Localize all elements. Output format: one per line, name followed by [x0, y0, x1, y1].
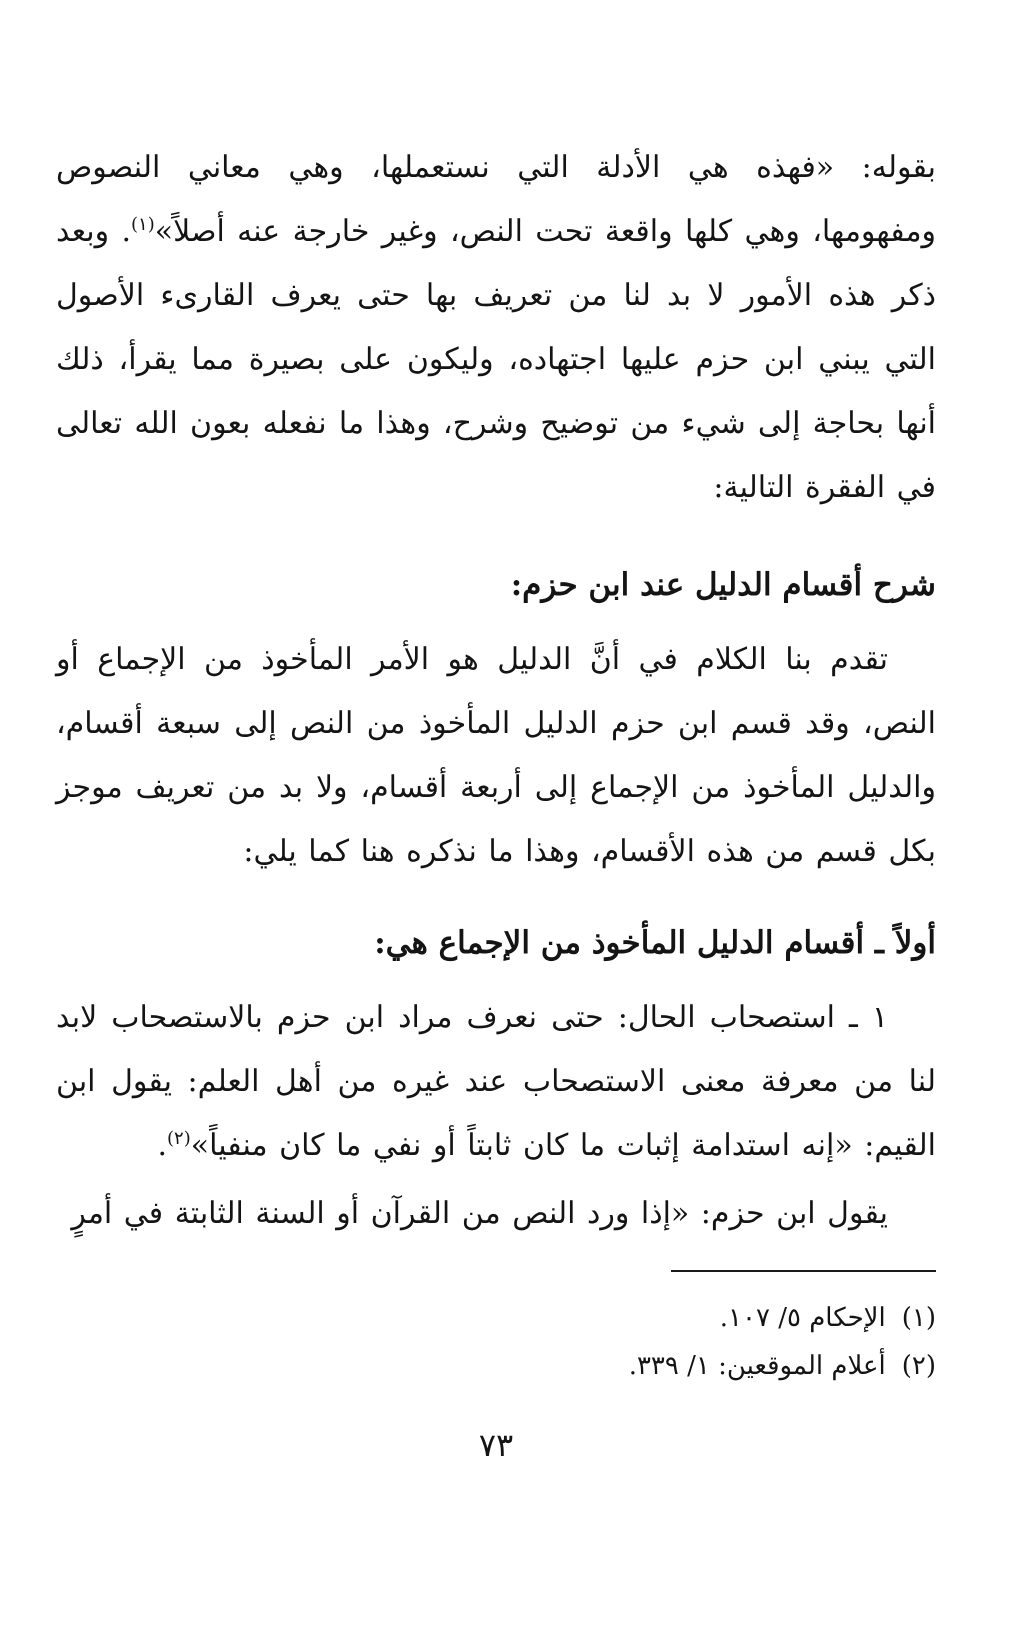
page-number: ٧٣: [478, 1426, 514, 1464]
paragraph-evidence-division: تقدم بنا الكلام في أنَّ الدليل هو الأمر المأخوذ من الإجماع أو النص، وقد قسم ابن حزم الدليل المأخوذ من النص إلى سبعة أقسام، والدليل المأخوذ من الإجماع إلى أربعة أقسام، ولا بد من تعريف موجز بكل قسم من هذه الأقسام، وهذا ما نذكره هنا كما يلي:: [56, 642, 936, 869]
paragraph-intro: [56, 136, 936, 520]
footnote-1-text: الإحكام ٥/ ١٠٧.: [719, 1303, 886, 1333]
footnote-ref-1[interactable]: (١): [130, 214, 155, 235]
paragraph-istishab: [56, 986, 936, 1178]
paragraph-intro-continuation: . وبعد ذكر هذه الأمور لا بد لنا من تعريف بها حتى يعرف القارىء الأصول التي يبني ابن حزم عليها اجتهاده، وليكون على بصيرة مما يقرأ، ذلك أنها بحاجة إلى شيء من توضيح وشرح، وهذا ما نفعله بعون الله تعالى في الفقرة التالية:: [56, 214, 936, 505]
section-heading-evidence-types: شرح أقسام الدليل عند ابن حزم:: [510, 567, 936, 603]
book-page: [56, 0, 936, 1626]
footnote-ref-2[interactable]: (٢): [167, 1128, 191, 1149]
section-heading-consensus-types: أولاً ـ أقسام الدليل المأخوذ من الإجماع هي:: [374, 925, 936, 961]
footnote-1-number: (١): [901, 1303, 936, 1333]
paragraph-ibn-hazm-quote: يقول ابن حزم: «إذا ورد النص من القرآن أو السنة الثابتة في أمرٍ: [71, 1196, 888, 1231]
paragraph-istishab-end: .: [157, 1128, 168, 1163]
footnote-separator: [671, 1270, 936, 1272]
footnote-2-number: (٢): [901, 1351, 936, 1381]
paragraph-istishab-text: ١ ـ استصحاب الحال: حتى نعرف مراد ابن حزم بالاستصحاب لابد لنا من معرفة معنى الاستصحاب عند غيره من أهل العلم: يقول ابن القيم: «إنه استدامة إثبات ما كان ثابتاً أو نفي ما كان منفياً»: [56, 1000, 936, 1163]
paragraph-intro-text: بقوله: «فهذه هي الأدلة التي نستعملها، وهي معاني النصوص ومفهومها، وهي كلها واقعة تحت النص، وغير خارجة عنه أصلاً»: [56, 150, 936, 249]
footnote-2: [56, 1344, 936, 1388]
footnote-1: [56, 1296, 936, 1340]
footnote-2-text: أعلام الموقعين: ١/ ٣٣٩.: [628, 1351, 886, 1381]
